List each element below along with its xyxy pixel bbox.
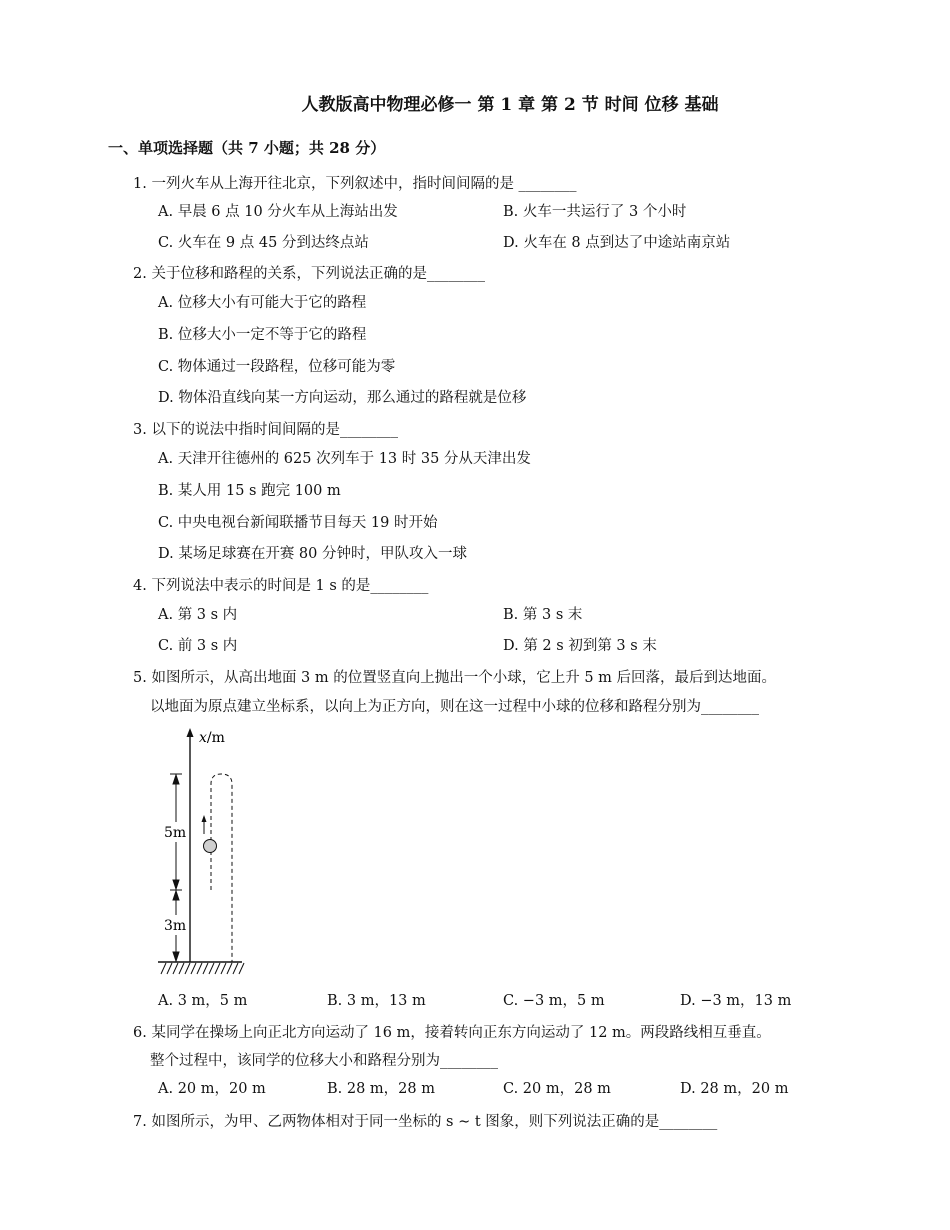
question-6-stem: 6. 某同学在操场上向正北方向运动了 16 m，接着转向正东方向运动了 12 m。两段路线相互垂直。 xyxy=(133,1025,771,1041)
ball xyxy=(204,840,217,853)
question-2-option-d[interactable]: D. 物体沿直线向某一方向运动，那么通过的路程就是位移 xyxy=(158,390,527,406)
question-1-option-a[interactable]: A. 早晨 6 点 10 分火车从上海站出发 xyxy=(158,204,398,220)
label-5m: 5m xyxy=(164,825,187,841)
question-3-option-b[interactable]: B. 某人用 15 s 跑完 100 m xyxy=(158,483,341,499)
question-2-option-c[interactable]: C. 物体通过一段路程，位移可能为零 xyxy=(158,359,396,375)
question-6-option-d[interactable]: D. 28 m，20 m xyxy=(680,1081,789,1097)
question-7-stem: 7. 如图所示，为甲、乙两物体相对于同一坐标的 s ∼ t 图象，则下列说法正确的是________ xyxy=(133,1114,718,1130)
label-3m: 3m xyxy=(164,918,187,934)
question-6-option-a[interactable]: A. 20 m，20 m xyxy=(158,1081,266,1097)
question-3-option-c[interactable]: C. 中央电视台新闻联播节目每天 19 时开始 xyxy=(158,515,438,531)
x-axis-label: x/m xyxy=(199,730,225,746)
question-3-stem: 3. 以下的说法中指时间间隔的是________ xyxy=(133,422,398,438)
question-3-option-d[interactable]: D. 某场足球赛在开赛 80 分钟时，甲队攻入一球 xyxy=(158,546,467,562)
question-6-option-b[interactable]: B. 28 m，28 m xyxy=(327,1081,435,1097)
question-1-option-c[interactable]: C. 火车在 9 点 45 分到达终点站 xyxy=(158,235,369,251)
question-2-option-b[interactable]: B. 位移大小一定不等于它的路程 xyxy=(158,327,367,343)
question-6-option-c[interactable]: C. 20 m，28 m xyxy=(503,1081,611,1097)
question-1-stem: 1. 一列火车从上海开往北京，下列叙述中，指时间间隔的是 ________ xyxy=(133,176,577,192)
section-heading: 一、单项选择题（共 7 小题；共 28 分） xyxy=(108,139,386,157)
question-5-option-c[interactable]: C. −3 m，5 m xyxy=(503,993,605,1009)
ground-hatch xyxy=(161,963,244,974)
question-1-option-b[interactable]: B. 火车一共运行了 3 个小时 xyxy=(503,204,687,220)
question-1-option-d[interactable]: D. 火车在 8 点到达了中途站南京站 xyxy=(503,235,731,251)
question-5-stem: 5. 如图所示，从高出地面 3 m 的位置竖直向上抛出一个小球，它上升 5 m 后回落，最后到达地面。 xyxy=(133,670,777,686)
question-2-stem: 2. 关于位移和路程的关系，下列说法正确的是________ xyxy=(133,266,485,282)
question-5-figure xyxy=(150,722,260,980)
question-4-option-a[interactable]: A. 第 3 s 内 xyxy=(158,607,238,623)
question-3-option-a[interactable]: A. 天津开往德州的 625 次列车于 13 时 35 分从天津出发 xyxy=(158,451,531,467)
question-2-option-a[interactable]: A. 位移大小有可能大于它的路程 xyxy=(158,295,367,311)
question-5-option-a[interactable]: A. 3 m，5 m xyxy=(158,993,248,1009)
x-axis-arrow-icon xyxy=(187,728,194,737)
question-4-option-b[interactable]: B. 第 3 s 末 xyxy=(503,607,583,623)
page-title: 人教版高中物理必修一 第 1 章 第 2 节 时间 位移 基础 xyxy=(301,95,719,115)
question-6-stem-continued: 整个过程中，该同学的位移大小和路程分别为________ xyxy=(150,1053,498,1069)
question-5-option-b[interactable]: B. 3 m，13 m xyxy=(327,993,426,1009)
question-4-option-c[interactable]: C. 前 3 s 内 xyxy=(158,638,238,654)
question-4-option-d[interactable]: D. 第 2 s 初到第 3 s 末 xyxy=(503,638,657,654)
question-4-stem: 4. 下列说法中表示的时间是 1 s 的是________ xyxy=(133,578,429,594)
question-5-option-d[interactable]: D. −3 m，13 m xyxy=(680,993,792,1009)
trajectory-path xyxy=(211,774,232,962)
question-5-stem-continued: 以地面为原点建立坐标系，以向上为正方向，则在这一过程中小球的位移和路程分别为________ xyxy=(150,699,759,715)
